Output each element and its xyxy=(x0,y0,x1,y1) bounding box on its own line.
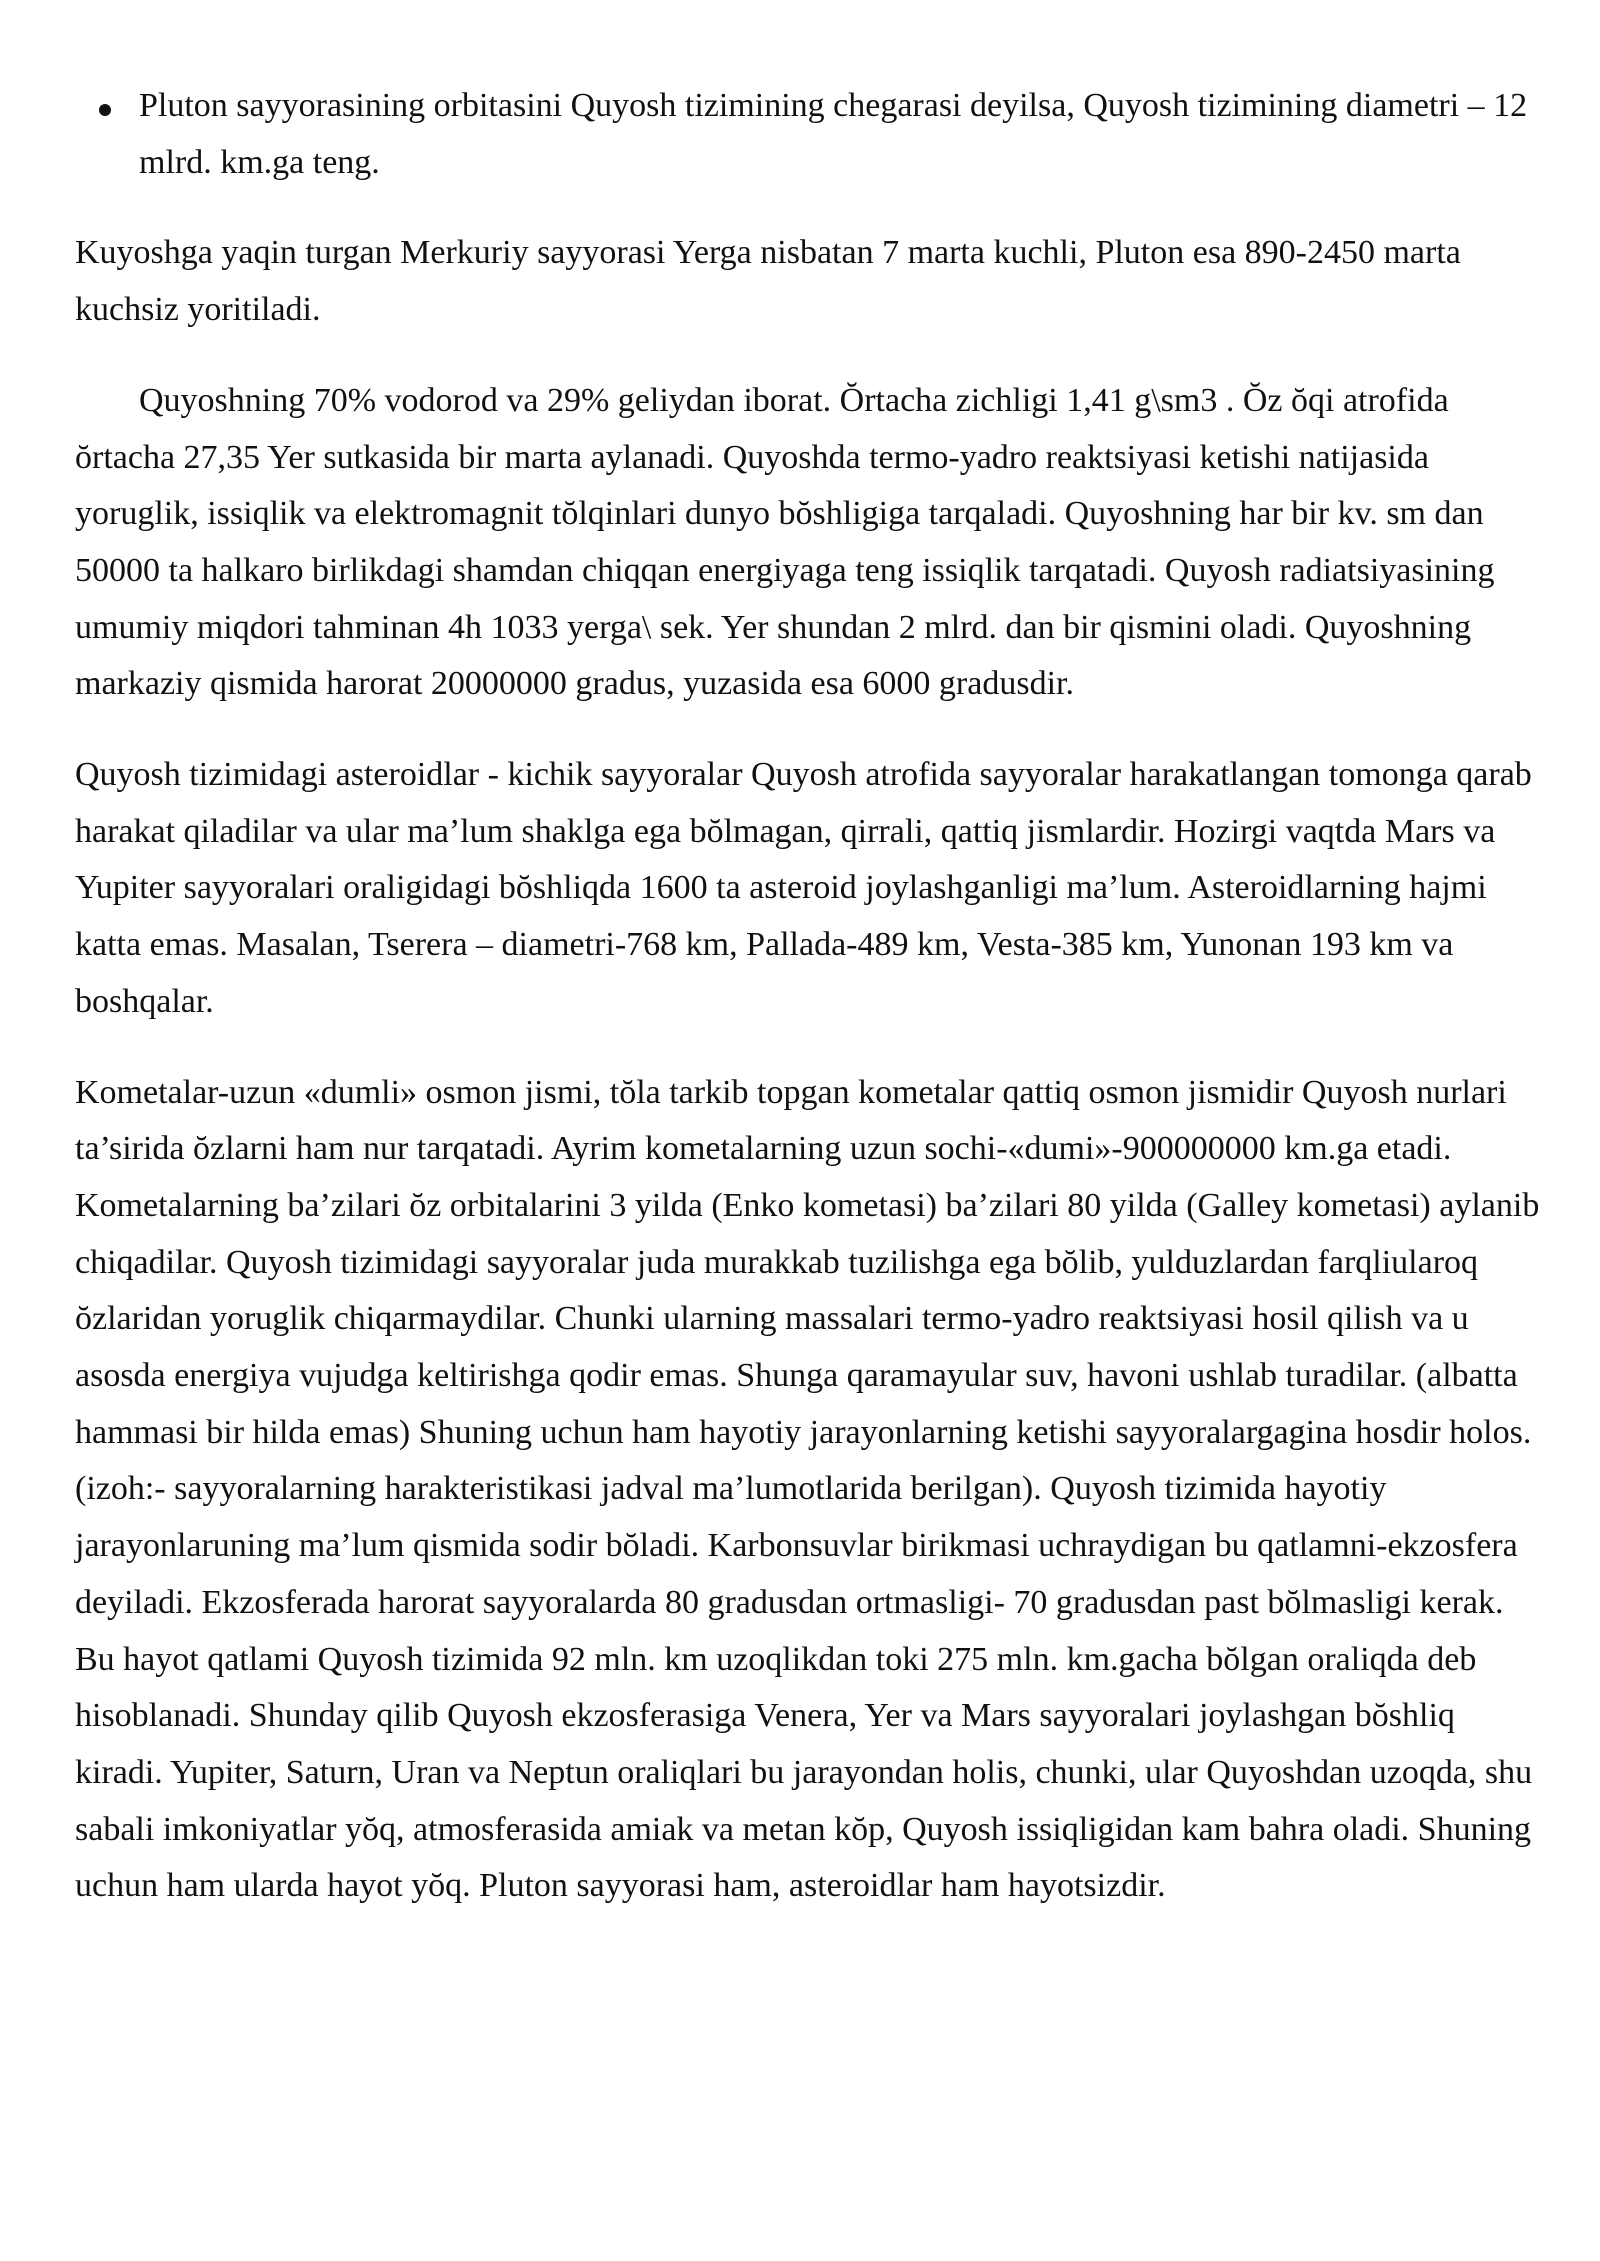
paragraph-merkuriy: Kuyoshga yaqin turgan Merkuriy sayyorasi Yerga nisbatan 7 marta kuchli, Pluton esa 890-2450 marta kuchsiz yoritiladi. xyxy=(75,234,1461,329)
paragraph-quyosh: Quyoshning 70% vodorod va 29% geliydan iborat. Ŏrtacha zichligi 1,41 g\sm3 . Ŏz ŏqi atrofida ŏrtacha 27,35 Yer sutkasida bir marta aylanadi. Quyoshda termo-yadro reaktsiyasi ketishi natijasida yoruglik, issiqlik va elektromagnit tŏlqinlari dunyo bŏshligiga tarqaladi. Quyoshning har bir kv. sm dan 50000 ta halkaro birlikdagi shamdan chiqqan energiyaga teng issiqlik tarqatadi. Quyosh radiatsiyasining umumiy miqdori tahminan 4h 1033 yerga\ sek. Yer shundan 2 mlrd. dan bir qismini oladi. Quyoshning markaziy qismida harorat 20000000 gradus, yuzasida esa 6000 gradusdir. xyxy=(75,381,1495,703)
bullet-list xyxy=(75,78,1545,191)
bullet-dot-icon xyxy=(99,104,111,116)
bullet-item xyxy=(75,78,1545,191)
paragraph-kometalar: Kometalar-uzun «dumli» osmon jismi, tŏla tarkib topgan kometalar qattiq osmon jismidir Quyosh nurlari ta’sirida ŏzlarni ham nur tarqatadi. Ayrim kometalarning uzun sochi-«dumi»-900000000 km.ga etadi. Kometalarning ba’zilari ŏz orbitalarini 3 yilda (Enko kometasi) ba’zilari 80 yilda (Galley kometasi) aylanib chiqadilar. Quyosh tizimidagi sayyoralar juda murakkab tuzilishga ega bŏlib, yulduzlardan farqliularoq ŏzlaridan yoruglik chiqarmaydilar. Chunki ularning massalari termo-yadro reaktsiyasi hosil qilish va u asosda energiya vujudga keltirishga qodir emas. Shunga qaramayular suv, havoni ushlab turadilar. (albatta hammasi bir hilda emas) Shuning uchun ham hayotiy jarayonlarning ketishi sayyoralargagina hosdir holos. (izoh:- sayyoralarning harakteristikasi jadval ma’lumotlarida berilgan). Quyosh tizimida hayotiy jarayonlaruning ma’lum qismida sodir bŏladi. Karbonsuvlar birikmasi uchraydigan bu qatlamni-ekzosfera deyiladi. Ekzosferada harorat sayyoralarda 80 gradusdan ortmasligi- 70 gradusdan past bŏlmasligi kerak. Bu hayot qatlami Quyosh tizimida 92 mln. km uzoqlikdan toki 275 mln. km.gacha bŏlgan oraliqda deb hisoblanadi. Shunday qilib Quyosh ekzosferasiga Venera, Yer va Mars sayyoralari joylashgan bŏshliq kiradi. Yupiter, Saturn, Uran va Neptun oraliqlari bu jarayondan holis, chunki, ular Quyoshdan uzoqda, shu sabali imkoniyatlar yŏq, atmosferasida amiak va metan kŏp, Quyosh issiqligidan kam bahra oladi. Shuning uchun ham ularda hayot yŏq. Pluton sayyorasi ham, asteroidlar ham hayotsizdir. xyxy=(75,1073,1540,1905)
paragraph-asteroidlar: Quyosh tizimidagi asteroidlar - kichik sayyoralar Quyosh atrofida sayyoralar harakatlangan tomonga qarab harakat qiladilar va ular ma’lum shaklga ega bŏlmagan, qirrali, qattiq jismlardir. Hozirgi vaqtda Mars va Yupiter sayyoralari oraligidagi bŏshliqda 1600 ta asteroid joylashganligi ma’lum. Asteroidlarning hajmi katta emas. Masalan, Tserera – diametri-768 km, Pallada-489 km, Vesta-385 km, Yunonan 193 km va boshqalar. xyxy=(75,756,1532,1020)
bullet-text: Pluton sayyorasining orbitasini Quyosh tizimining chegarasi deyilsa, Quyosh tizimining diametri – 12 mlrd. km.ga teng. xyxy=(139,87,1528,181)
document-page xyxy=(75,78,1545,1915)
